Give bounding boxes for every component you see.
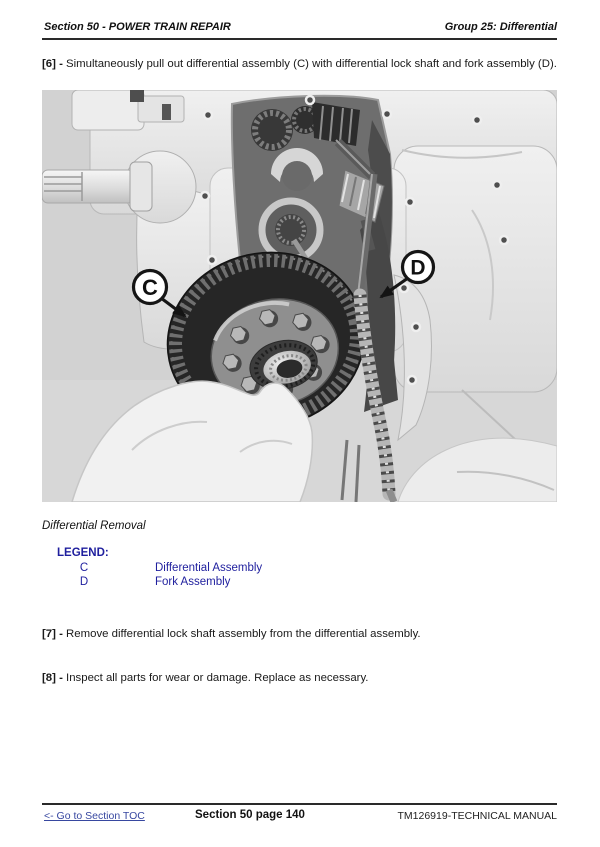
step-8-text: Inspect all parts for wear or damage. Replace as necessary. [62,672,369,684]
legend-key-c: C [79,562,89,574]
step-6-number: [6] - [42,58,63,70]
step-8-number: [8] - [42,672,63,684]
header-section-title: Section 50 - POWER TRAIN REPAIR [44,21,231,33]
legend-value-c: Differential Assembly [155,562,263,574]
footer-rule [42,803,557,805]
figure-caption: Differential Removal [42,520,146,532]
header-group-title: Group 25: Differential [444,21,557,33]
legend-title: LEGEND: [57,547,109,559]
label-d: D [410,256,426,280]
legend-row-c [57,562,262,574]
footer-manual-id: TM126919-TECHNICAL MANUAL [397,810,557,822]
legend-row-d [57,576,230,588]
figure-photo [42,90,557,502]
header-rule [42,38,557,40]
go-to-section-toc-link[interactable]: <- Go to Section TOC [44,810,145,822]
label-c: C [142,275,158,300]
footer-page-number: Section 50 page 140 [195,809,305,821]
step-7 [42,627,560,642]
differential-photo-illustration [42,90,557,502]
step-8 [42,671,560,686]
step-6 [42,57,560,72]
step-6-text: Simultaneously pull out differential assembly (C) with differential lock shaft and fork assembly (D). [62,58,557,70]
step-7-text: Remove differential lock shaft assembly from the differential assembly. [62,628,421,640]
legend-value-d: Fork Assembly [155,576,231,588]
step-7-number: [7] - [42,628,63,640]
legend-key-d: D [79,576,89,588]
